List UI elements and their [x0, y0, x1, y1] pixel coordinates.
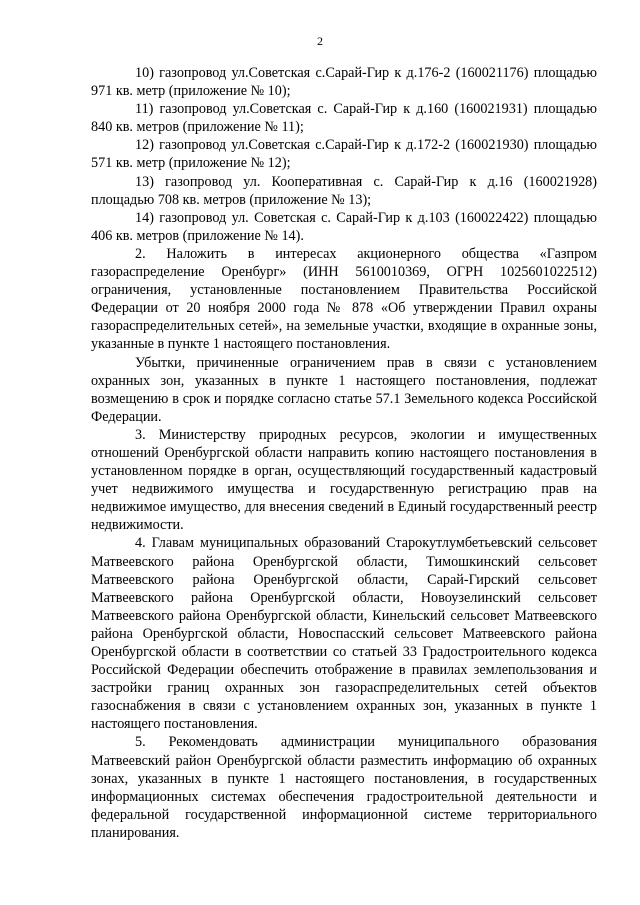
paragraph-clause-3: 3. Министерству природных ресурсов, экологии и имущественных отношений Оренбургской области направить копию настоящего постановления в установленном порядке в орган, осуществляющий государственный кадастровый учет недвижимого имущества и государственную регистрацию прав на недвижимое имущество, для внесения сведений в Единый государственный реестр недвижимости.: [91, 426, 597, 534]
paragraph-item-10: 10) газопровод ул.Советская с.Сарай-Гир к д.176-2 (160021176) площадью 971 кв. метр (приложение № 10);: [91, 65, 597, 100]
paragraph-item-14: 14) газопровод ул. Советская с. Сарай-Гир к д.103 (160022422) площадью 406 кв. метров (приложение № 14).: [91, 209, 597, 244]
paragraph-item-12: 12) газопровод ул.Советская с.Сарай-Гир к д.172-2 (160021930) площадью 571 кв. метр (приложение № 12);: [91, 137, 597, 172]
paragraph-item-11: 11) газопровод ул.Советская с. Сарай-Гир к д.160 (160021931) площадью 840 кв. метров (приложение № 11);: [91, 101, 597, 136]
paragraph-clause-4: 4. Главам муниципальных образований Старокутлумбетьевский сельсовет Матвеевского района Оренбургской области, Тимошкинский сельсовет Матвеевского района Оренбургской области, Сарай-Гирский сельсовет Матвеевского района Оренбургской области, Новоузелинский сельсовет Матвеевского района Оренбургской области, Кинельский сельсовет Матвеевского района Оренбургской области, Новоспасский сельсовет Матвеевского района Оренбургской области в соответствии со статьей 33 Градостроительного кодекса Российской Федерации обеспечить отображение в правилах землепользования и застройки границ охранных зон газораспределительных сетей объектов газоснабжения в связи с установлением охранных зон, указанных в пункте 1 настоящего постановления.: [91, 535, 597, 733]
paragraph-clause-5: 5. Рекомендовать администрации муниципального образования Матвеевский район Оренбургской области разместить информацию об охранных зонах, указанных в пункте 1 настоящего постановления, в государственных информационных системах обеспечения градостроительной деятельности и федеральной государственной информационной системе территориального планирования.: [91, 734, 597, 841]
paragraph-clause-2: 2. Наложить в интересах акционерного общества «Газпром газораспределение Оренбург» (ИНН 5610010369, ОГРН 1025601022512) ограничения, установленные постановлением Правительства Российской Федерации от 20 ноября 2000 года № 878 «Об утверждении Правил охраны газораспределительных сетей», на земельные участки, входящие в охранные зоны, указанные в пункте 1 настоящего постановления.: [91, 245, 597, 353]
paragraph-item-13: 13) газопровод ул. Кооперативная с. Сарай-Гир к д.16 (160021928) площадью 708 кв. метров (приложение № 13);: [91, 173, 597, 208]
document-body: [91, 64, 597, 842]
paragraph-losses: Убытки, причиненные ограничением прав в связи с установлением охранных зон, указанных в пункте 1 настоящего постановления, подлежат возмещению в срок и порядке согласно статье 57.1 Земельного кодекса Российской Федерации.: [91, 354, 597, 425]
page-number: 2: [317, 34, 323, 48]
